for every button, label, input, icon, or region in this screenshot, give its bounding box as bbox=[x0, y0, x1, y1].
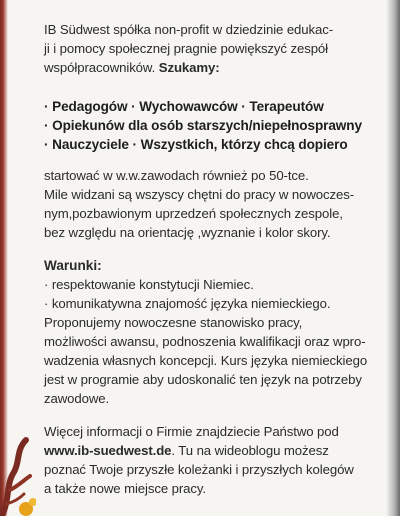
paragraph-line: bez względu na orientację ,wyznanie i kolor skory. bbox=[44, 225, 331, 240]
right-page-edge bbox=[386, 0, 400, 516]
intro-line-2: ji i pomocy społecznej pragnie powiększyć zespół bbox=[44, 41, 328, 56]
info-line-1: Więcej informacji o Firmie znajdziecie Państwo pod bbox=[44, 424, 339, 439]
flyer-text bbox=[44, 20, 372, 498]
conditions-line: zawodowe. bbox=[44, 391, 110, 406]
intro-line-1: IB Südwest spółka non-profit w dziedzinie edukac- bbox=[44, 22, 334, 37]
info-line-2 bbox=[44, 441, 372, 460]
paragraph-line: startować w w.w.zawodach również po 50-tce. bbox=[44, 168, 309, 183]
conditions-line: · komunikatywna znajomość języka niemieckiego. bbox=[44, 296, 331, 311]
conditions-line: jest w programie aby udoskonalić ten język na potrzeby bbox=[44, 372, 362, 387]
info-line-2-rest: . Tu na wideoblogu możesz bbox=[171, 443, 329, 458]
intro-line-3 bbox=[44, 58, 372, 77]
conditions-line: wadzenia własnych koncepcji. Kurs języka niemieckiego bbox=[44, 353, 368, 368]
decorative-branch-graphic bbox=[0, 406, 36, 516]
conditions-line: możliwości awansu, podnoszenia kwalifikacji oraz wpro- bbox=[44, 334, 366, 349]
info-line-3: poznać Twoje przyszłe koleżanki i przyszłych kolegów bbox=[44, 462, 354, 477]
intro-line-3-text: współpracowników. bbox=[44, 60, 156, 75]
paragraph-line: nym,pozbawionym uprzedzeń społecznych zespole, bbox=[44, 206, 343, 221]
position-item: · Opiekunów dla osób starszych/niepełnosprawny bbox=[44, 118, 362, 133]
conditions-line: · respektowanie konstytucji Niemiec. bbox=[44, 277, 254, 292]
position-item: · Nauczyciele · Wszystkich, którzy chcą dopiero bbox=[44, 137, 348, 152]
position-item: · Pedagogów · Wychowawców · Terapeutów bbox=[44, 99, 324, 114]
website-link[interactable]: www.ib-suedwest.de bbox=[44, 443, 172, 458]
conditions-heading: Warunki: bbox=[44, 258, 102, 273]
conditions-line: Proponujemy nowoczesne stanowisko pracy, bbox=[44, 315, 303, 330]
paragraph-line: Mile widzani są wszyscy chętni do pracy w nowoczes- bbox=[44, 187, 355, 202]
positions-list bbox=[44, 97, 372, 154]
info-line-4: a także nowe miejsce pracy. bbox=[44, 481, 206, 496]
looking-for-label: Szukamy: bbox=[158, 60, 220, 75]
